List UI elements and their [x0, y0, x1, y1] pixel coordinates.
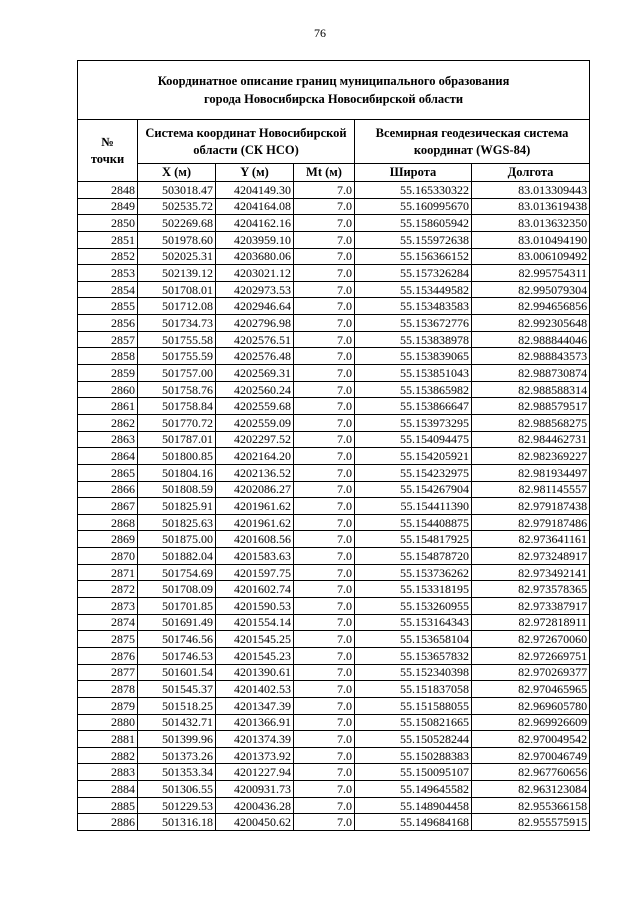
longitude-cell: 82.972670060 [472, 631, 590, 648]
table-row [78, 281, 590, 298]
x-cell: 501787.01 [138, 431, 216, 448]
table-row [78, 814, 590, 831]
mt-cell: 7.0 [294, 464, 355, 481]
latitude-cell: 55.154878720 [355, 548, 472, 565]
y-cell: 4202297.52 [216, 431, 294, 448]
longitude-cell: 82.995079304 [472, 281, 590, 298]
point-number-cell: 2862 [78, 414, 138, 431]
latitude-cell: 55.151588055 [355, 697, 472, 714]
latitude-cell: 55.149684168 [355, 814, 472, 831]
point-number-cell: 2866 [78, 481, 138, 498]
y-cell: 4202576.51 [216, 331, 294, 348]
x-cell: 501734.73 [138, 315, 216, 332]
longitude-cell: 82.981934497 [472, 464, 590, 481]
table-row [78, 714, 590, 731]
latitude-cell: 55.153851043 [355, 365, 472, 382]
x-cell: 501800.85 [138, 448, 216, 465]
wgs-system-header: Всемирная геодезическая система координат (WGS-84) [355, 120, 590, 164]
x-cell: 501518.25 [138, 697, 216, 714]
mt-cell: 7.0 [294, 265, 355, 282]
table-row [78, 431, 590, 448]
y-cell: 4202164.20 [216, 448, 294, 465]
x-cell: 501758.84 [138, 398, 216, 415]
point-number-cell: 2865 [78, 464, 138, 481]
longitude-cell: 82.988588314 [472, 381, 590, 398]
longitude-cell: 82.970046749 [472, 747, 590, 764]
longitude-cell: 82.988568275 [472, 414, 590, 431]
latitude-cell: 55.155972638 [355, 231, 472, 248]
table-row [78, 198, 590, 215]
x-cell: 501825.63 [138, 514, 216, 531]
point-number-cell: 2886 [78, 814, 138, 831]
longitude-cell: 82.972818911 [472, 614, 590, 631]
longitude-cell: 82.972669751 [472, 647, 590, 664]
table-row [78, 315, 590, 332]
table-row [78, 631, 590, 648]
y-cell: 4200450.62 [216, 814, 294, 831]
table-row [78, 614, 590, 631]
mt-cell: 7.0 [294, 548, 355, 565]
latitude-cell: 55.153449582 [355, 281, 472, 298]
x-cell: 501545.37 [138, 681, 216, 698]
x-cell: 501691.49 [138, 614, 216, 631]
latitude-cell: 55.153164343 [355, 614, 472, 631]
longitude-cell: 82.969605780 [472, 697, 590, 714]
mt-cell: 7.0 [294, 714, 355, 731]
table-row [78, 348, 590, 365]
point-number-cell: 2864 [78, 448, 138, 465]
point-number-cell: 2855 [78, 298, 138, 315]
y-cell: 4202559.68 [216, 398, 294, 415]
point-number-cell: 2851 [78, 231, 138, 248]
longitude-cell: 82.988730874 [472, 365, 590, 382]
y-cell: 4203021.12 [216, 265, 294, 282]
latitude-cell: 55.156366152 [355, 248, 472, 265]
mt-cell: 7.0 [294, 797, 355, 814]
table-row [78, 564, 590, 581]
table-row [78, 298, 590, 315]
point-number-cell: 2885 [78, 797, 138, 814]
latitude-cell: 55.153866647 [355, 398, 472, 415]
latitude-cell: 55.154408875 [355, 514, 472, 531]
point-number-cell: 2848 [78, 182, 138, 199]
y-cell: 4201590.53 [216, 598, 294, 615]
y-cell: 4201545.25 [216, 631, 294, 648]
mt-cell: 7.0 [294, 248, 355, 265]
y-cell: 4202576.48 [216, 348, 294, 365]
latitude-cell: 55.150528244 [355, 731, 472, 748]
latitude-cell: 55.154094475 [355, 431, 472, 448]
mt-cell: 7.0 [294, 348, 355, 365]
longitude-cell: 83.010494190 [472, 231, 590, 248]
table-title-line: города Новосибирска Новосибирской области [204, 92, 464, 106]
table-row [78, 331, 590, 348]
longitude-cell: 82.963123084 [472, 781, 590, 798]
table-row [78, 498, 590, 515]
longitude-cell: 82.955575915 [472, 814, 590, 831]
latitude-cell: 55.154205921 [355, 448, 472, 465]
longitude-cell: 82.988844046 [472, 331, 590, 348]
y-cell: 4203680.06 [216, 248, 294, 265]
x-cell: 501758.76 [138, 381, 216, 398]
table-row [78, 548, 590, 565]
longitude-cell: 83.013619438 [472, 198, 590, 215]
x-cell: 501755.58 [138, 331, 216, 348]
mt-cell: 7.0 [294, 281, 355, 298]
table-row [78, 398, 590, 415]
point-number-header [78, 120, 138, 182]
table-row [78, 248, 590, 265]
point-number-symbol: № [101, 134, 114, 149]
longitude-cell: 82.970465965 [472, 681, 590, 698]
mt-cell: 7.0 [294, 231, 355, 248]
x-cell: 501399.96 [138, 731, 216, 748]
latitude-cell: 55.153260955 [355, 598, 472, 615]
longitude-cell: 82.981145557 [472, 481, 590, 498]
mt-cell: 7.0 [294, 331, 355, 348]
table-row [78, 697, 590, 714]
table-row [78, 414, 590, 431]
mt-cell: 7.0 [294, 598, 355, 615]
mt-cell: 7.0 [294, 198, 355, 215]
table-row [78, 797, 590, 814]
latitude-cell: 55.160995670 [355, 198, 472, 215]
mt-cell: 7.0 [294, 664, 355, 681]
table-title [78, 61, 590, 120]
mt-cell: 7.0 [294, 631, 355, 648]
x-cell: 501746.56 [138, 631, 216, 648]
table-row [78, 464, 590, 481]
x-cell: 501882.04 [138, 548, 216, 565]
longitude-cell: 82.995754311 [472, 265, 590, 282]
point-number-cell: 2849 [78, 198, 138, 215]
table-row [78, 365, 590, 382]
longitude-cell: 83.006109492 [472, 248, 590, 265]
latitude-cell: 55.154267904 [355, 481, 472, 498]
point-number-cell: 2872 [78, 581, 138, 598]
y-cell: 4204149.30 [216, 182, 294, 199]
y-cell: 4201961.62 [216, 498, 294, 515]
point-number-word: точки [90, 151, 125, 166]
mt-cell: 7.0 [294, 182, 355, 199]
y-cell: 4202136.52 [216, 464, 294, 481]
table-row [78, 747, 590, 764]
x-column-header: X (м) [138, 164, 216, 182]
point-number-cell: 2884 [78, 781, 138, 798]
y-cell: 4201608.56 [216, 531, 294, 548]
longitude-cell: 82.969926609 [472, 714, 590, 731]
longitude-cell: 82.973492141 [472, 564, 590, 581]
point-number-cell: 2879 [78, 697, 138, 714]
page-number: 76 [314, 26, 326, 40]
table-row [78, 215, 590, 232]
longitude-cell: 82.967760656 [472, 764, 590, 781]
x-cell: 501875.00 [138, 531, 216, 548]
table-row [78, 514, 590, 531]
longitude-cell: 82.970269377 [472, 664, 590, 681]
y-cell: 4201602.74 [216, 581, 294, 598]
point-number-cell: 2863 [78, 431, 138, 448]
y-cell: 4201545.23 [216, 647, 294, 664]
mt-cell: 7.0 [294, 697, 355, 714]
point-number-cell: 2867 [78, 498, 138, 515]
x-cell: 501373.26 [138, 747, 216, 764]
point-number-cell: 2854 [78, 281, 138, 298]
table-row [78, 381, 590, 398]
y-cell: 4202973.53 [216, 281, 294, 298]
mt-cell: 7.0 [294, 581, 355, 598]
y-cell: 4201227.94 [216, 764, 294, 781]
y-cell: 4201374.39 [216, 731, 294, 748]
mt-cell: 7.0 [294, 298, 355, 315]
table-row [78, 781, 590, 798]
latitude-cell: 55.153672776 [355, 315, 472, 332]
latitude-cell: 55.153318195 [355, 581, 472, 598]
mt-cell: 7.0 [294, 647, 355, 664]
latitude-cell: 55.150821665 [355, 714, 472, 731]
latitude-cell: 55.165330322 [355, 182, 472, 199]
y-cell: 4202946.64 [216, 298, 294, 315]
longitude-cell: 82.970049542 [472, 731, 590, 748]
mt-cell: 7.0 [294, 531, 355, 548]
x-cell: 501978.60 [138, 231, 216, 248]
table-row [78, 647, 590, 664]
point-number-cell: 2878 [78, 681, 138, 698]
x-cell: 502269.68 [138, 215, 216, 232]
latitude-cell: 55.153657832 [355, 647, 472, 664]
latitude-cell: 55.149645582 [355, 781, 472, 798]
y-cell: 4202560.24 [216, 381, 294, 398]
point-number-cell: 2871 [78, 564, 138, 581]
latitude-cell: 55.148904458 [355, 797, 472, 814]
point-number-cell: 2883 [78, 764, 138, 781]
table-row [78, 581, 590, 598]
point-number-cell: 2858 [78, 348, 138, 365]
x-cell: 501229.53 [138, 797, 216, 814]
table-row [78, 481, 590, 498]
point-number-cell: 2873 [78, 598, 138, 615]
longitude-cell: 82.992305648 [472, 315, 590, 332]
longitude-cell: 82.973578365 [472, 581, 590, 598]
longitude-cell: 82.994656856 [472, 298, 590, 315]
mt-cell: 7.0 [294, 365, 355, 382]
point-number-cell: 2859 [78, 365, 138, 382]
latitude-cell: 55.157326284 [355, 265, 472, 282]
y-cell: 4201583.63 [216, 548, 294, 565]
mt-cell: 7.0 [294, 315, 355, 332]
mt-cell: 7.0 [294, 448, 355, 465]
table-row [78, 664, 590, 681]
x-cell: 501708.09 [138, 581, 216, 598]
y-cell: 4201347.39 [216, 697, 294, 714]
mt-cell: 7.0 [294, 814, 355, 831]
y-cell: 4204164.08 [216, 198, 294, 215]
table-row [78, 448, 590, 465]
local-system-header: Система координат Новосибирской области (СК НСО) [138, 120, 355, 164]
longitude-cell: 82.979187486 [472, 514, 590, 531]
table-row [78, 681, 590, 698]
x-cell: 503018.47 [138, 182, 216, 199]
mt-cell: 7.0 [294, 781, 355, 798]
x-cell: 501432.71 [138, 714, 216, 731]
point-number-cell: 2874 [78, 614, 138, 631]
y-cell: 4201366.91 [216, 714, 294, 731]
longitude-cell: 82.973641161 [472, 531, 590, 548]
x-cell: 501804.16 [138, 464, 216, 481]
point-number-cell: 2876 [78, 647, 138, 664]
y-cell: 4200931.73 [216, 781, 294, 798]
longitude-cell: 82.973387917 [472, 598, 590, 615]
latitude-cell: 55.158605942 [355, 215, 472, 232]
table-row [78, 265, 590, 282]
longitude-column-header: Долгота [472, 164, 590, 182]
point-number-cell: 2868 [78, 514, 138, 531]
longitude-cell: 82.955366158 [472, 797, 590, 814]
table-row [78, 764, 590, 781]
point-number-cell: 2877 [78, 664, 138, 681]
x-cell: 501701.85 [138, 598, 216, 615]
y-cell: 4201373.92 [216, 747, 294, 764]
table-row [78, 182, 590, 199]
y-cell: 4202796.98 [216, 315, 294, 332]
point-number-cell: 2853 [78, 265, 138, 282]
longitude-cell: 83.013632350 [472, 215, 590, 232]
mt-cell: 7.0 [294, 381, 355, 398]
y-cell: 4201402.53 [216, 681, 294, 698]
x-cell: 502535.72 [138, 198, 216, 215]
point-number-cell: 2875 [78, 631, 138, 648]
longitude-cell: 82.988579517 [472, 398, 590, 415]
point-number-cell: 2870 [78, 548, 138, 565]
x-cell: 501770.72 [138, 414, 216, 431]
point-number-cell: 2861 [78, 398, 138, 415]
longitude-cell: 82.988843573 [472, 348, 590, 365]
mt-cell: 7.0 [294, 514, 355, 531]
latitude-cell: 55.153839065 [355, 348, 472, 365]
table-title-line: Координатное описание границ муниципального образования [157, 74, 510, 88]
y-cell: 4204162.16 [216, 215, 294, 232]
latitude-cell: 55.154411390 [355, 498, 472, 515]
latitude-cell: 55.154232975 [355, 464, 472, 481]
point-number-cell: 2850 [78, 215, 138, 232]
x-cell: 501757.00 [138, 365, 216, 382]
x-cell: 501353.34 [138, 764, 216, 781]
point-number-cell: 2857 [78, 331, 138, 348]
point-number-cell: 2869 [78, 531, 138, 548]
longitude-cell: 82.982369227 [472, 448, 590, 465]
mt-cell: 7.0 [294, 215, 355, 232]
table-row [78, 731, 590, 748]
y-cell: 4201554.14 [216, 614, 294, 631]
latitude-column-header: Широта [355, 164, 472, 182]
point-number-cell: 2881 [78, 731, 138, 748]
mt-cell: 7.0 [294, 398, 355, 415]
latitude-cell: 55.150095107 [355, 764, 472, 781]
y-cell: 4202559.09 [216, 414, 294, 431]
x-cell: 501306.55 [138, 781, 216, 798]
mt-cell: 7.0 [294, 681, 355, 698]
latitude-cell: 55.153973295 [355, 414, 472, 431]
latitude-cell: 55.151837058 [355, 681, 472, 698]
y-cell: 4201961.62 [216, 514, 294, 531]
latitude-cell: 55.150288383 [355, 747, 472, 764]
mt-cell: 7.0 [294, 498, 355, 515]
latitude-cell: 55.152340398 [355, 664, 472, 681]
table-row [78, 531, 590, 548]
mt-cell: 7.0 [294, 614, 355, 631]
table-row [78, 231, 590, 248]
point-number-cell: 2882 [78, 747, 138, 764]
mt-cell: 7.0 [294, 747, 355, 764]
point-number-cell: 2852 [78, 248, 138, 265]
y-cell: 4203959.10 [216, 231, 294, 248]
latitude-cell: 55.153865982 [355, 381, 472, 398]
x-cell: 502025.31 [138, 248, 216, 265]
table-row [78, 598, 590, 615]
x-cell: 501808.59 [138, 481, 216, 498]
mt-cell: 7.0 [294, 764, 355, 781]
x-cell: 501316.18 [138, 814, 216, 831]
y-cell: 4201597.75 [216, 564, 294, 581]
y-cell: 4201390.61 [216, 664, 294, 681]
x-cell: 501825.91 [138, 498, 216, 515]
longitude-cell: 82.984462731 [472, 431, 590, 448]
mt-column-header: Mt (м) [294, 164, 355, 182]
mt-cell: 7.0 [294, 431, 355, 448]
x-cell: 501755.59 [138, 348, 216, 365]
y-cell: 4202569.31 [216, 365, 294, 382]
x-cell: 501708.01 [138, 281, 216, 298]
x-cell: 501601.54 [138, 664, 216, 681]
y-cell: 4202086.27 [216, 481, 294, 498]
latitude-cell: 55.153736262 [355, 564, 472, 581]
y-cell: 4200436.28 [216, 797, 294, 814]
longitude-cell: 82.973248917 [472, 548, 590, 565]
mt-cell: 7.0 [294, 564, 355, 581]
x-cell: 501712.08 [138, 298, 216, 315]
mt-cell: 7.0 [294, 731, 355, 748]
latitude-cell: 55.153658104 [355, 631, 472, 648]
y-column-header: Y (м) [216, 164, 294, 182]
mt-cell: 7.0 [294, 414, 355, 431]
point-number-cell: 2860 [78, 381, 138, 398]
x-cell: 501746.53 [138, 647, 216, 664]
x-cell: 502139.12 [138, 265, 216, 282]
longitude-cell: 83.013309443 [472, 182, 590, 199]
latitude-cell: 55.153483583 [355, 298, 472, 315]
longitude-cell: 82.979187438 [472, 498, 590, 515]
x-cell: 501754.69 [138, 564, 216, 581]
latitude-cell: 55.153838978 [355, 331, 472, 348]
table-body [78, 182, 590, 831]
latitude-cell: 55.154817925 [355, 531, 472, 548]
point-number-cell: 2856 [78, 315, 138, 332]
point-number-cell: 2880 [78, 714, 138, 731]
mt-cell: 7.0 [294, 481, 355, 498]
coordinates-table [77, 60, 590, 831]
